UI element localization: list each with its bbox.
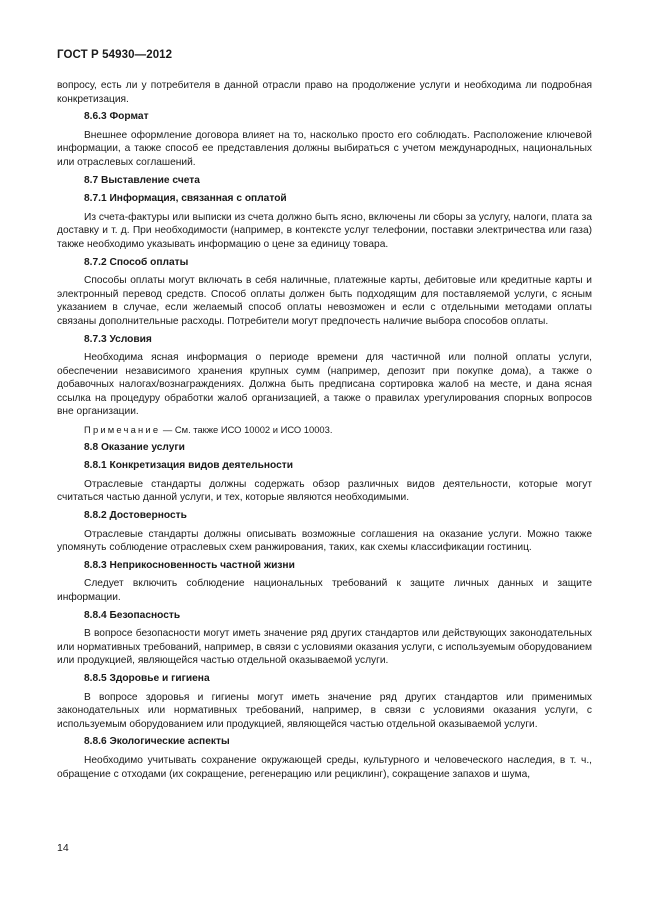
section-heading: 8.7.3 Условия: [84, 333, 152, 345]
document-body: [57, 79, 592, 785]
section-heading: 8.8.4 Безопасность: [84, 609, 181, 621]
paragraph: Следует включить соблюдение национальных требований к защите личных данных и защите информации.: [57, 578, 592, 603]
section-heading: 8.6.3 Формат: [84, 111, 149, 123]
document-header: ГОСТ Р 54930—2012: [57, 49, 173, 61]
note-label: Примечание: [84, 424, 161, 436]
paragraph: Способы оплаты могут включать в себя наличные, платежные карты, дебитовые или кредитные карты и электронный перевод средств. Способ оплаты должен быть подходящим для поставляемой услуги, с ясным указанием в случае, если желаемый способ оплаты невозможен и если с отдельными методами оплаты связаны дополнительные расходы. Потребители могут предпочесть наличие выбора способов оплаты.: [57, 275, 592, 327]
section-heading: 8.8.1 Конкретизация видов деятельности: [84, 460, 294, 472]
page-number: 14: [57, 842, 69, 854]
section-heading: 8.7.2 Способ оплаты: [84, 256, 189, 268]
section-heading: 8.7 Выставление счета: [84, 174, 200, 186]
paragraph: Внешнее оформление договора влияет на то, насколько просто его соблюдать. Расположение ключевой информации, а также способ ее представления должны выбираться с учетом международных, национальных или отраслевых соглашений.: [57, 129, 592, 168]
section-heading: 8.8.5 Здоровье и гигиена: [84, 672, 210, 684]
paragraph: вопросу, есть ли у потребителя в данной отрасли право на продолжение услуги и необходима ли подробная конкретизация.: [57, 80, 592, 105]
section-heading: 8.8.3 Неприкосновенность частной жизни: [84, 559, 295, 571]
section-heading: 8.8.2 Достоверность: [84, 510, 187, 522]
paragraph: Отраслевые стандарты должны описывать возможные соглашения на оказание услуги. Можно также упомянуть соблюдение отраслевых схем ранжирования, таких, как схемы классификации гостиниц.: [57, 528, 592, 554]
note-text: — См. также ИСО 10002 и ИСО 10003.: [160, 424, 333, 436]
paragraph: В вопросе безопасности могут иметь значение ряд других стандартов или действующих законодательных или нормативных требований, например, в связи с условиями оказания услуги, с используемым оборудованием или продукцией, являющейся частью отдельной оказываемой услуги.: [57, 628, 592, 667]
paragraph: Из счета-фактуры или выписки из счета должно быть ясно, включены ли сборы за услугу, налоги, плата за доставку и т. д. При необходимости (например, в контексте услуг телефонии, поставки электричества или газа) также необходимо указывать информацию о цене за единицу товара.: [57, 211, 592, 250]
paragraph: Необходимо учитывать сохранение окружающей среды, культурного и человеческого наследия, в т. ч., обращение с отходами (их сокращение, регенерацию или рециклинг), сокращение запахов и шума,: [57, 754, 592, 780]
section-heading: 8.8 Оказание услуги: [84, 441, 185, 453]
paragraph: Необходима ясная информация о периоде времени для частичной или полной оплаты услуги, обеспечении независимого хранения крупных сумм (например, депозит при покупке дома), а также о добавочных налогах/вознаграждениях. Должна быть предписана сортировка жалоб на месте, и дана ясная ссылка на процедуру обработки жалоб организацией, а также о правилах урегулирования спорных вопросов вне организации.: [57, 352, 592, 418]
paragraph: В вопросе здоровья и гигиены могут иметь значение ряд других стандартов или применимых законодательных или нормативных требований, например, в связи с условиями оказания услуги, с используемым оборудованием или продукцией, являющейся частью отдельной оказываемой услуги.: [57, 691, 592, 730]
section-heading: 8.8.6 Экологические аспекты: [84, 736, 230, 748]
note: [57, 423, 592, 437]
section-heading: 8.7.1 Информация, связанная с оплатой: [84, 193, 287, 205]
paragraph: Отраслевые стандарты должны содержать обзор различных видов деятельности, которые могут считаться частью данной услуги, и тех, которые являются необходимыми.: [57, 478, 592, 504]
